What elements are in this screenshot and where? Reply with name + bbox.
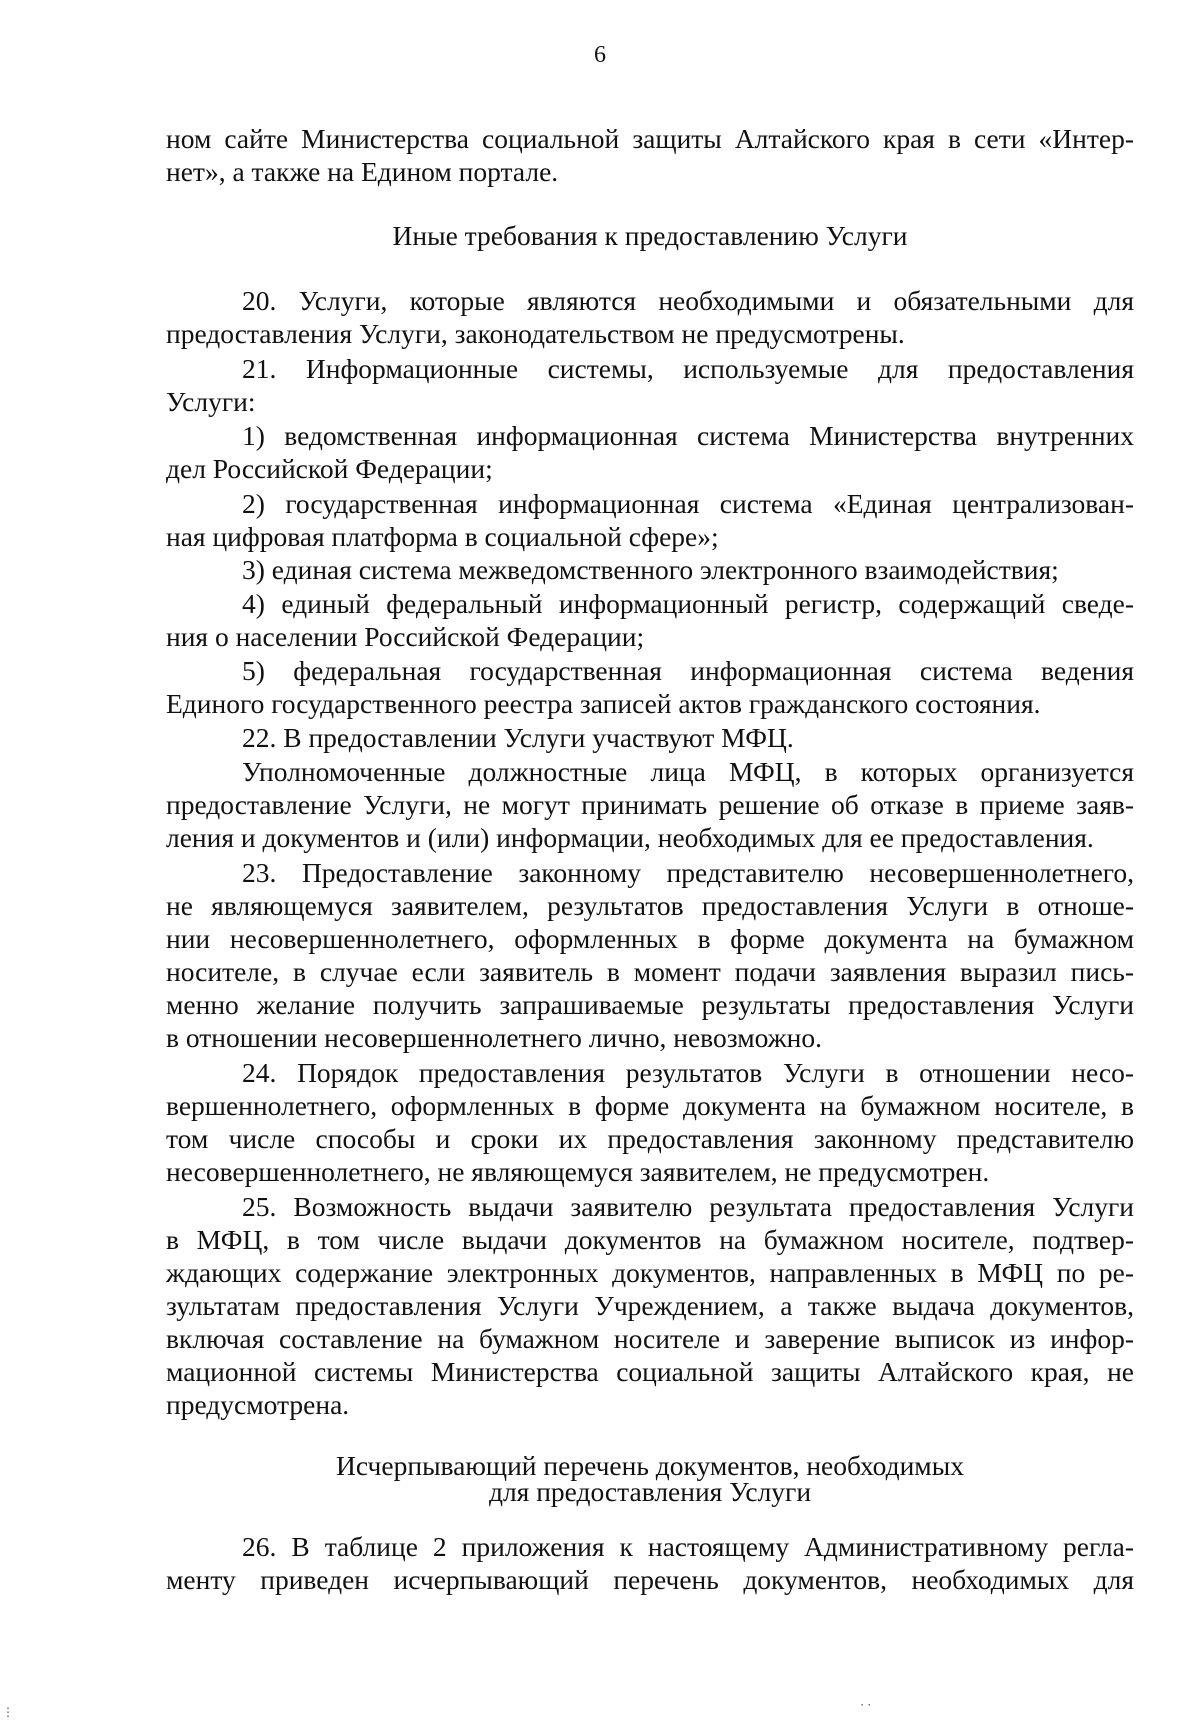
- body-line: не являющемуся заявителем, результатов предоставления Услуги в отноше-: [166, 890, 1134, 921]
- body-line: ном сайте Министерства социальной защиты Алтайского края в сети «Интер-: [166, 123, 1134, 154]
- body-line: ния о населении Российской Федерации;: [166, 621, 645, 652]
- body-line: Услуги:: [166, 386, 256, 417]
- body-line: в отношении несовершеннолетнего лично, невозможно.: [166, 1022, 823, 1053]
- body-line: ждающих содержание электронных документов, направленных в МФЦ по ре-: [166, 1257, 1134, 1288]
- body-line: предусмотрена.: [166, 1389, 350, 1420]
- body-line: включая составление на бумажном носителе и заверение выписок из инфор-: [166, 1323, 1134, 1354]
- section-heading: Исчерпывающий перечень документов, необходимых: [336, 1450, 964, 1481]
- section-heading: для предоставления Услуги: [488, 1476, 812, 1507]
- body-line: 2) государственная информационная система «Единая централизован-: [242, 488, 1134, 519]
- body-line: в МФЦ, в том числе выдачи документов на бумажном носителе, подтвер-: [166, 1224, 1134, 1255]
- body-line: носителе, в случае если заявитель в момент подачи заявления выразил пись-: [166, 956, 1134, 987]
- body-line: зультатам предоставления Услуги Учреждением, а также выдача документов,: [166, 1290, 1134, 1321]
- body-line: дел Российской Федерации;: [166, 453, 493, 484]
- body-line: 22. В предоставлении Услуги участвуют МФЦ.: [242, 722, 794, 753]
- page-number: 6: [594, 42, 606, 68]
- body-line: 25. Возможность выдачи заявителю результата предоставления Услуги: [242, 1191, 1134, 1222]
- body-line: 4) единый федеральный информационный регистр, содержащий сведе-: [242, 588, 1134, 619]
- body-line: мационной системы Министерства социальной защиты Алтайского края, не: [166, 1356, 1134, 1387]
- body-line: 24. Порядок предоставления результатов Услуги в отношении несо-: [242, 1057, 1134, 1088]
- body-line: предоставления Услуги, законодательством не предусмотрены.: [166, 318, 905, 349]
- body-line: несовершеннолетнего, не являющемуся заявителем, не предусмотрен.: [166, 1156, 990, 1187]
- section-heading: Иные требования к предоставлению Услуги: [392, 220, 908, 251]
- body-line: 3) единая система межведомственного электронного взаимодействия;: [242, 554, 1059, 585]
- body-line: вершеннолетнего, оформленных в форме документа на бумажном носителе, в: [166, 1090, 1134, 1121]
- body-line: том числе способы и сроки их предоставления законному представителю: [166, 1123, 1134, 1154]
- scan-speck: ⋮: [2, 1705, 14, 1719]
- body-line: менту приведен исчерпывающий перечень документов, необходимых для: [166, 1564, 1134, 1595]
- body-line: 23. Предоставление законному представителю несовершеннолетнего,: [242, 857, 1134, 888]
- body-line: 26. В таблице 2 приложения к настоящему Административному регла-: [242, 1531, 1134, 1562]
- body-line: Единого государственного реестра записей актов гражданского состояния.: [166, 688, 1041, 719]
- body-line: менно желание получить запрашиваемые результаты предоставления Услуги: [166, 989, 1134, 1020]
- body-line: 1) ведомственная информационная система Министерства внутренних: [242, 420, 1134, 451]
- scan-speck: ⋅ ⋅: [860, 1698, 872, 1712]
- body-line: 21. Информационные системы, используемые для предоставления: [242, 353, 1134, 384]
- body-line: Уполномоченные должностные лица МФЦ, в которых организуется: [242, 756, 1134, 787]
- body-line: ления и документов и (или) информации, необходимых для ее предоставления.: [166, 822, 1094, 853]
- body-line: нет», а также на Едином портале.: [166, 156, 559, 187]
- body-line: ная цифровая платформа в социальной сфере»;: [166, 521, 719, 552]
- body-line: нии несовершеннолетнего, оформленных в форме документа на бумажном: [166, 923, 1134, 954]
- body-line: 20. Услуги, которые являются необходимыми и обязательными для: [242, 285, 1134, 316]
- body-line: предоставление Услуги, не могут принимать решение об отказе в приеме заяв-: [166, 789, 1134, 820]
- body-line: 5) федеральная государственная информационная система ведения: [242, 655, 1134, 686]
